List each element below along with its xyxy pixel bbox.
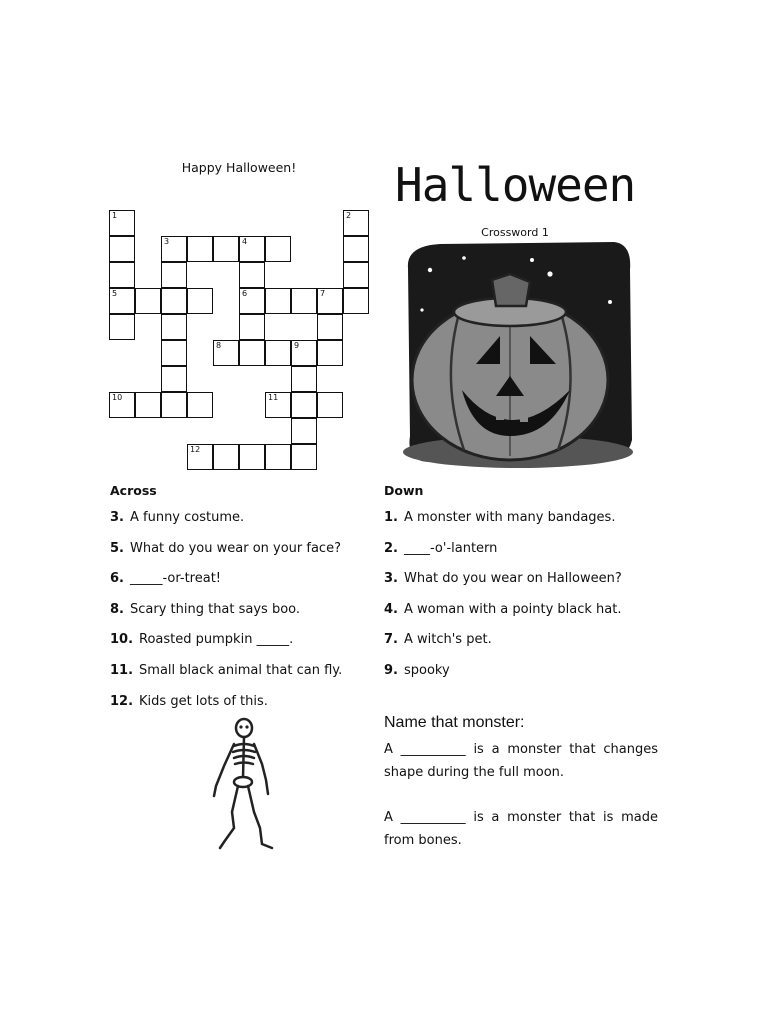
grid-cell[interactable] [187, 392, 213, 418]
grid-cell[interactable] [161, 314, 187, 340]
grid-cell[interactable] [239, 262, 265, 288]
clue-across-8: 8. Scary thing that says boo. [110, 601, 301, 617]
clue-across-5: 5. What do you wear on your face? [110, 540, 341, 556]
monster-question-1: A __________ is a monster that changes shape during the full moon. [384, 742, 658, 780]
grid-cell[interactable] [317, 288, 343, 314]
grid-cell[interactable] [213, 444, 239, 470]
grid-cell[interactable] [265, 392, 291, 418]
clue-number: 4 [242, 237, 248, 246]
grid-cell[interactable] [317, 392, 343, 418]
clue-down-9: 9. spooky [384, 662, 450, 678]
grid-cell[interactable] [109, 288, 135, 314]
grid-cell[interactable] [109, 392, 135, 418]
down-heading: Down [384, 483, 424, 498]
grid-cell[interactable] [135, 392, 161, 418]
clue-number: 2 [346, 211, 352, 220]
clue-down-2: 2. ____-o'-lantern [384, 540, 498, 556]
clue-across-10: 10. Roasted pumpkin _____. [110, 632, 294, 648]
crossword-grid [109, 210, 369, 470]
clue-number: 12 [190, 445, 201, 454]
clue-number: 11 [268, 393, 279, 402]
across-heading: Across [110, 483, 157, 498]
puzzle-title: Happy Halloween! [181, 160, 297, 175]
grid-cell[interactable] [161, 340, 187, 366]
grid-cell[interactable] [291, 392, 317, 418]
clue-down-1: 1. A monster with many bandages. [384, 510, 616, 525]
clue-number: 7 [320, 289, 326, 298]
grid-cell[interactable] [265, 444, 291, 470]
grid-cell[interactable] [187, 236, 213, 262]
skeleton-illustration [206, 716, 286, 856]
jack-o-lantern-illustration [400, 240, 636, 472]
grid-cell[interactable] [109, 262, 135, 288]
monster-question-2: A __________ is a monster that is made from bones. [384, 810, 658, 848]
clue-down-4: 4. A woman with a pointy black hat. [384, 601, 622, 617]
grid-cell[interactable] [239, 236, 265, 262]
grid-cell[interactable] [317, 314, 343, 340]
grid-cell[interactable] [109, 210, 135, 236]
grid-cell[interactable] [343, 262, 369, 288]
grid-cell[interactable] [187, 288, 213, 314]
grid-cell[interactable] [213, 236, 239, 262]
grid-cell[interactable] [291, 366, 317, 392]
grid-cell[interactable] [239, 340, 265, 366]
grid-cell[interactable] [265, 288, 291, 314]
name-that-monster [384, 714, 658, 874]
clue-number: 8 [216, 341, 222, 350]
monster-heading: Name that monster: [384, 714, 525, 731]
clue-down-7: 7. A witch's pet. [384, 632, 492, 648]
page-subtitle: Crossword 1 [481, 226, 549, 239]
across-clues [110, 483, 342, 724]
clue-number: 6 [242, 289, 248, 298]
clue-number: 5 [112, 289, 118, 298]
clue-number: 9 [294, 341, 300, 350]
grid-cell[interactable] [291, 288, 317, 314]
clue-number: 1 [112, 211, 118, 220]
down-clues [384, 483, 622, 694]
grid-cell[interactable] [343, 210, 369, 236]
clue-down-3: 3. What do you wear on Halloween? [384, 571, 622, 587]
grid-cell[interactable] [109, 314, 135, 340]
grid-cell[interactable] [291, 444, 317, 470]
grid-cell[interactable] [161, 392, 187, 418]
clue-across-6: 6. _____-or-treat! [110, 571, 222, 587]
grid-cell[interactable] [239, 314, 265, 340]
grid-cell[interactable] [317, 340, 343, 366]
grid-cell[interactable] [265, 340, 291, 366]
grid-cell[interactable] [343, 236, 369, 262]
grid-cell[interactable] [161, 262, 187, 288]
page-title: Halloween [395, 158, 636, 212]
grid-cell[interactable] [135, 288, 161, 314]
grid-cell[interactable] [239, 288, 265, 314]
grid-cell[interactable] [213, 340, 239, 366]
clue-across-11: 11. Small black animal that can fly. [110, 662, 343, 678]
clue-number: 10 [112, 393, 123, 402]
grid-cell[interactable] [187, 444, 213, 470]
grid-cell[interactable] [109, 236, 135, 262]
grid-cell[interactable] [343, 288, 369, 314]
clue-number: 3 [164, 237, 170, 246]
grid-cell[interactable] [291, 340, 317, 366]
grid-cell[interactable] [239, 444, 265, 470]
grid-cell[interactable] [265, 236, 291, 262]
grid-cell[interactable] [291, 418, 317, 444]
grid-cell[interactable] [161, 366, 187, 392]
grid-cell[interactable] [161, 236, 187, 262]
clue-across-3: 3. A funny costume. [110, 510, 245, 525]
grid-cell[interactable] [161, 288, 187, 314]
clue-across-12: 12. Kids get lots of this. [110, 693, 268, 709]
